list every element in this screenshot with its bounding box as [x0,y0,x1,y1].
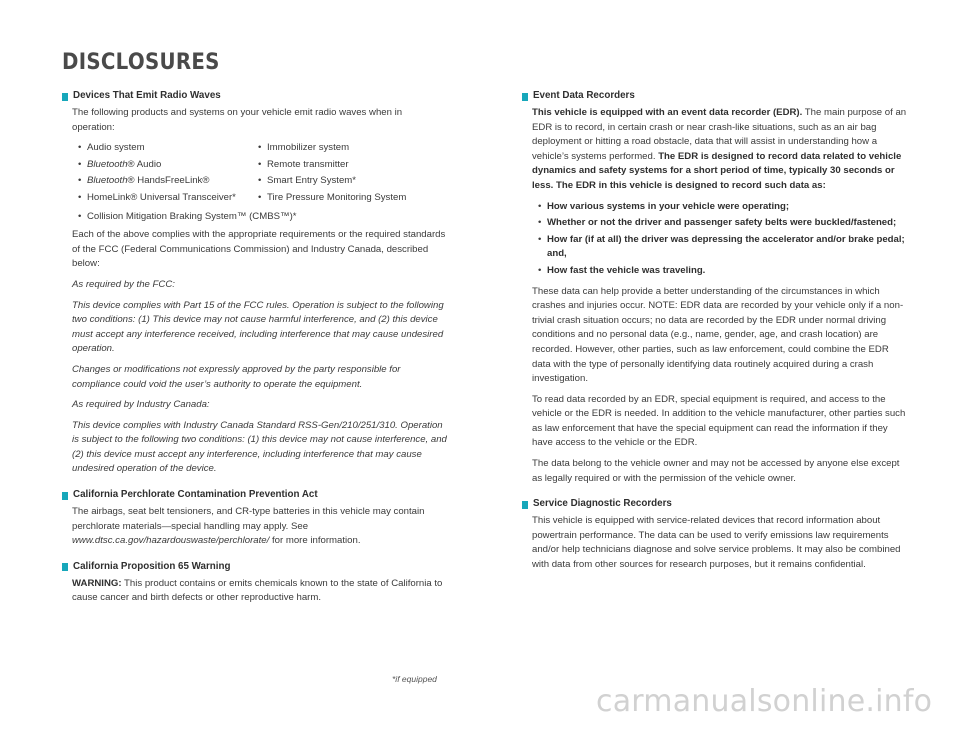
left-column [62,89,447,617]
section-heading [522,89,907,104]
perchlorate-url: www.dtsc.ca.gov/hazardouswaste/perchlorate/ [72,535,270,547]
list-item: • How various systems in your vehicle were operating; [538,200,790,212]
list-item: • Bluetooth® Audio [78,158,162,170]
compliance-text: Each of the above complies with the appropriate requirements or the required standards of the FCC (Federal Communications Commission) and Industry Canada, described below: [72,229,446,270]
canada-label: As required by Industry Canada: [72,399,210,411]
footnote: *if equipped [392,674,437,684]
list-item: • Remote transmitter [258,158,349,170]
list-item: • Audio system [78,142,145,154]
section-radio-waves [62,89,447,477]
radio-intro: The following products and systems on your vehicle emit radio waves when in operation: [72,107,403,133]
heading-text: California Perchlorate Contamination Prevention Act [73,489,318,501]
section-heading [62,89,447,104]
page-title: DISCLOSURES [62,50,220,75]
radio-devices-grid [78,141,447,205]
section-edr [522,89,907,486]
heading-text: Service Diagnostic Recorders [533,498,672,510]
perchlorate-text: The airbags, seat belt tensioners, and CR-type batteries in this vehicle may contain perchlorate materials—special handling may apply. See www.dtsc.ca.gov/hazardouswaste/perchlorate/ for more information. [72,506,425,547]
square-bullet-icon [62,492,68,500]
fcc-text: This device complies with Part 15 of the FCC rules. Operation is subject to the following two conditions: (1) This device may not cause harmful interference, and (2) this device must accept any interference received, including interference that may cause undesired operation. [72,299,444,355]
list-item: • Smart Entry System* [258,175,357,187]
list-item: • Bluetooth® HandsFreeLink® [78,175,210,187]
edr-intro: This vehicle is equipped with an event data recorder (EDR). The main purpose of an EDR is to record, in certain crash or near crash-like situations, such as an air bag deployment or hitting a road obstacle, data that will assist in understanding how a vehicle’s systems performed. The EDR is designed to record data related to vehicle dynamics and safety systems for a short period of time, typically 30 seconds or less. The EDR in this vehicle is designed to record such data as: [532,107,907,191]
section-sdr [522,497,907,572]
heading-text: California Proposition 65 Warning [73,561,231,573]
list-item: • How fast the vehicle was traveling. [538,264,706,276]
canada-text: This device complies with Industry Canada Standard RSS-Gen/210/251/310. Operation is subject to the following two conditions: (1) this device may not cause interference, and (2) this device must accept any interference, including interference that may cause undesired operation of the device. [72,419,447,475]
fcc-label: As required by the FCC: [72,278,175,290]
section-heading [62,560,447,575]
list-item: • Collision Mitigation Braking System™ (CMBS™)* [78,210,297,222]
square-bullet-icon [62,563,68,571]
edr-para-1: These data can help provide a better understanding of the circumstances in which crashes and injuries occur. NOTE: EDR data are recorded by your vehicle only if a non-trivial crash situation occurs; no data are recorded by the EDR under normal driving conditions and no personal data (e.g., name, gender, age, and crash location) are recorded. However, other parties, such as law enforcement, could combine the EDR data with the type of personally identifying data routinely acquired during a crash investigation. [532,285,904,385]
square-bullet-icon [522,501,528,509]
list-item: • HomeLink® Universal Transceiver* [78,191,236,203]
square-bullet-icon [522,93,528,101]
square-bullet-icon [62,93,68,101]
list-item: • Tire Pressure Monitoring System [258,191,407,203]
edr-bullets [538,200,907,279]
right-column [522,89,907,584]
heading-text: Event Data Recorders [533,90,635,102]
list-item: • Whether or not the driver and passenger safety belts were buckled/fastened; [538,217,897,229]
watermark: carmanualsonline.info [596,684,933,719]
section-prop65 [62,560,447,606]
sdr-text: This vehicle is equipped with service-related devices that record information about powertrain performance. The data can be used to verify emissions law requirements and/or help technicians diagnose and solve service problems. It may also be combined with data from other sources for research purposes, but it remains confidential. [532,515,901,571]
section-perchlorate [62,488,447,549]
edr-para-2: To read data recorded by an EDR, special equipment is required, and access to the vehicle or the EDR is needed. In addition to the vehicle manufacturer, other parties such as law enforcement that have the special equipment can read the information if they have access to the vehicle or the EDR. [532,393,906,449]
changes-text: Changes or modifications not expressly approved by the party responsible for compliance could void the user’s authority to operate the equipment. [72,363,401,390]
heading-text: Devices That Emit Radio Waves [73,90,221,102]
list-item: • Immobilizer system [258,142,350,154]
prop65-text: WARNING: This product contains or emits chemicals known to the state of California to cause cancer and birth defects or other reproductive harm. [72,577,443,604]
section-heading [522,497,907,512]
edr-para-3: The data belong to the vehicle owner and may not be accessed by anyone else except as legally required or with the permission of the vehicle owner. [532,458,900,484]
section-heading [62,488,447,503]
list-item: • How far (if at all) the driver was depressing the accelerator and/or brake pedal; and, [538,233,905,260]
